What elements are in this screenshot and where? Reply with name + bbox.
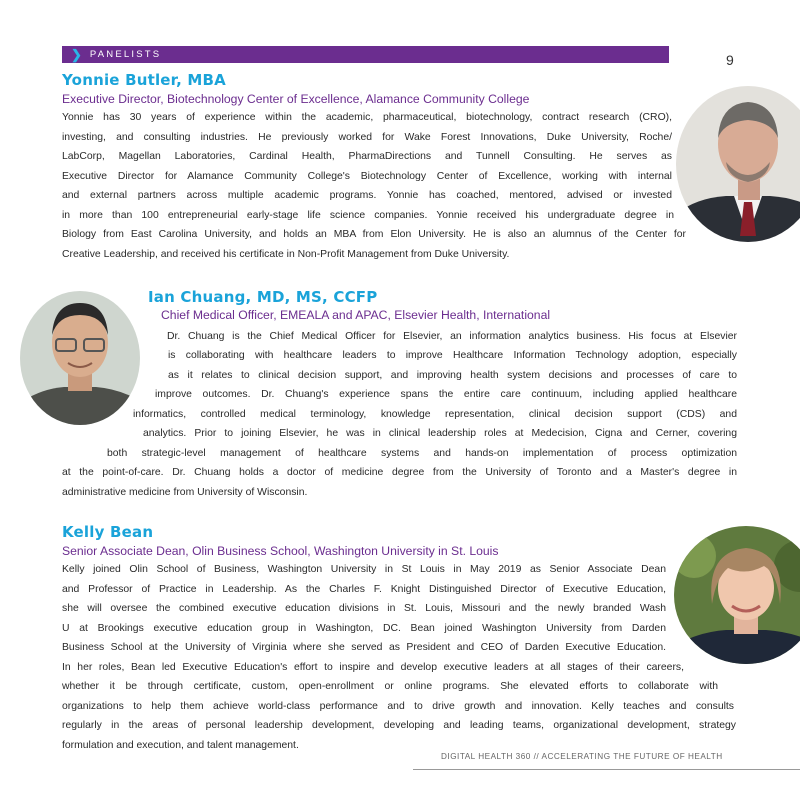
bio-line: Creative Leadership, and received his certificate in Non-Profit Management from Duke University. (62, 248, 510, 260)
bio-line: Dr. Chuang is the Chief Medical Officer for Elsevier, an information analytics business. His focus at Elsevier (167, 331, 737, 342)
bio-line: organizations to help them achieve world-class performance and to drive growth and innovation. Kelly teaches and consults (62, 700, 734, 712)
panelist-bio (62, 560, 736, 755)
chevron-right-icon: ❯ (71, 47, 82, 62)
bio-line: in more than 100 entrepreneurial early-stage life science companies. Yonnie received his undergraduate degree in (62, 209, 674, 221)
bio-line: at the point-of-care. Dr. Chuang holds a doctor of medicine degree from the University of Toronto and a Master's degree in (62, 467, 737, 478)
bio-line: LabCorp, Magellan Laboratories, Cardinal Health, PharmaDirections and Tunnell Consulting. He serves as (62, 151, 672, 162)
panelist-bio (62, 108, 686, 264)
bio-line: investing, and consulting industries. He previously worked for Wake Forest Innovations, Duke University, Roche/ (62, 131, 672, 143)
bio-line: both strategic-level management of healthcare systems and hands-on implementation of process optimization (107, 448, 737, 459)
bio-line: administrative medicine from University of Wisconsin. (62, 487, 308, 498)
section-label: PANELISTS (89, 49, 162, 60)
bio-line: Biology from East Carolina University, and holds an MBA from Elon University. He is also an alumnus of the Center for (62, 229, 686, 240)
footer-text: DIGITAL HEALTH 360 // ACCELERATING THE FUTURE OF HEALTH (441, 752, 723, 761)
bio-line: regularly in the areas of personal leadership development, developing and leading teams, organizational development, strategy (62, 720, 736, 731)
bio-line: analytics. Prior to joining Elsevier, he was in clinical leadership roles at Medecision, Cigna and Cerner, covering (143, 428, 737, 439)
panelist-role: Executive Director, Biotechnology Center of Excellence, Alamance Community College (62, 92, 530, 106)
panelist-name: Kelly Bean (62, 523, 154, 541)
bio-line: and Professor of Practice in Leadership. As the Charles F. Knight Distinguished Director of Executive Education, (62, 583, 666, 595)
bio-line: she will oversee the combined executive education divisions in St. Louis, Missouri and the newly branded Wash (62, 603, 666, 614)
panelist-role: Chief Medical Officer, EMEALA and APAC, Elsevier Health, International (161, 308, 551, 322)
bio-line: as it relates to clinical decision support, and improving health system decisions and processes of care to (168, 370, 737, 381)
panelist-name: Ian Chuang, MD, MS, CCFP (148, 288, 378, 306)
panelist-role: Senior Associate Dean, Olin Business School, Washington University in St. Louis (62, 544, 499, 558)
bio-line: Kelly joined Olin School of Business, Washington University in St Louis in May 2019 as Senior Associate Dean (62, 564, 666, 575)
bio-line: informatics, controlled medical terminology, knowledge representation, clinical decision support (CDS) and (133, 409, 737, 420)
section-header-bar (62, 46, 669, 63)
bio-line: formulation and execution, and talent management. (62, 739, 299, 751)
bio-line: Executive Director for Alamance Community College's Biotechnology Center of Excellence, working with internal (62, 170, 672, 182)
bio-line: In her roles, Bean led Executive Education's effort to inspire and develop executive leaders at all stages of their careers, (62, 661, 684, 673)
bio-line: Yonnie has 30 years of experience within the academic, pharmaceutical, biotechnology, contract research (CRO), (62, 112, 672, 123)
panelist-photo (676, 86, 800, 242)
bio-line: U at Brookings executive education group in Washington, DC. Bean joined Washington University from Darden (62, 622, 666, 634)
bio-line: Business School at the University of Virginia where she served as President and CEO of Darden Executive Education. (62, 642, 666, 653)
page-number: 9 (726, 52, 734, 68)
bio-line: improve outcomes. Dr. Chuang's experience spans the entire care continuum, including applied healthcare (155, 389, 737, 400)
footer-rule (413, 769, 800, 770)
bio-line: and external partners across multiple academic programs. Yonnie has coached, mentored, advised or invested (62, 190, 672, 201)
bio-line: whether it be through certificate, custom, open-enrollment or online programs. She elevated efforts to collaborate with (62, 681, 718, 692)
panelist-name: Yonnie Butler, MBA (62, 71, 226, 89)
panelist-photo (20, 291, 140, 425)
bio-line: is collaborating with healthcare leaders to improve Healthcare Information Technology adoption, especially (168, 350, 737, 361)
